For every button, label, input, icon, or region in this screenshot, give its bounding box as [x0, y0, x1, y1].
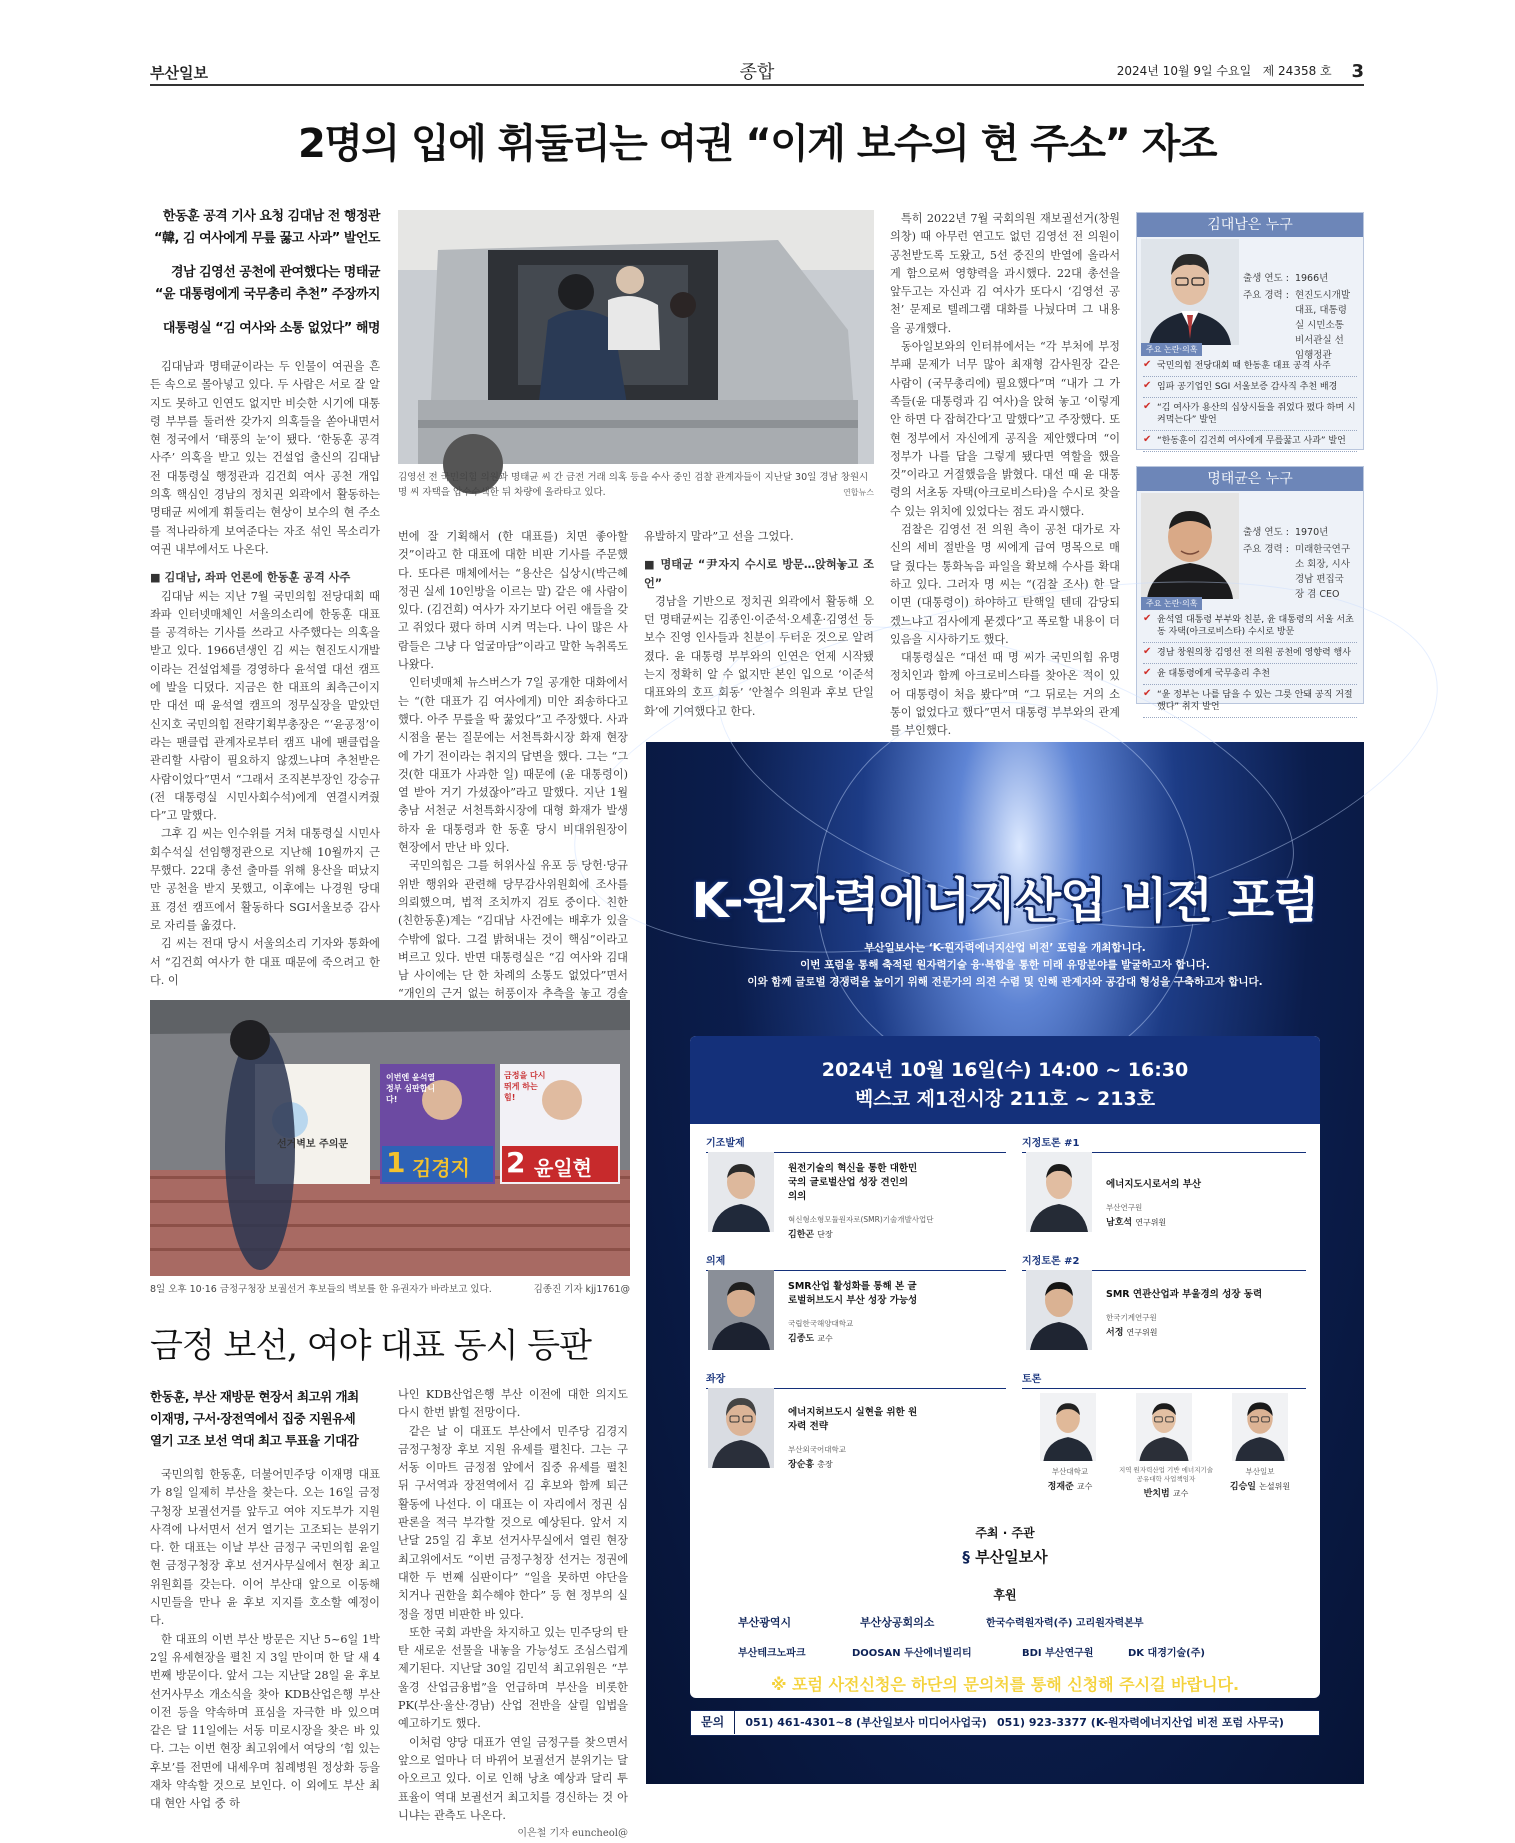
forum-schedule [646, 1056, 1364, 1114]
list-item: ✔ 윤 대통령에게 국무총리 추천 [1143, 664, 1357, 685]
speaker-name: 김승일 논설위원 [1229, 1482, 1291, 1492]
photo-caption [398, 470, 874, 500]
contact-phone-1: 051) 461-4301~8 (부산일보사 미디어사업국) [745, 1716, 987, 1729]
intro-line: 이와 함께 글로벌 경쟁력을 높이기 위해 전문가의 의견 수렴 및 인해 관계자와 공감대 형성을 구축하고자 합니다. [747, 976, 1263, 988]
profile-kim-daenam [1136, 212, 1364, 450]
born-label: 출생 연도 : [1243, 527, 1289, 538]
paragraph: 대통령실은 “대선 때 명 씨가 국민의힘 유명 정치인과 함께 아크로비스타를 찾아온 적이 있어 대통령이 처음 봤다”며 “그 뒤로는 거의 소통이 없었다고 했다”면서 대통령 부부와의 관계를 부인했다. [890, 651, 1120, 738]
host-label: 주최 · 주관 [975, 1526, 1035, 1540]
intro-line: 이번 포럼을 통해 축적된 원자력기술 융·복합을 통한 미래 유망분야를 발굴하고자 합니다. [800, 959, 1210, 971]
panelist-card [1116, 1466, 1216, 1499]
sponsor-logo: BDI 부산연구원 [1022, 1648, 1094, 1659]
career: 미래한국연구소 회장, 시사경남 편집국장 겸 CEO [1294, 544, 1351, 600]
sponsor-logo: DOOSAN 두산에너빌리티 [852, 1648, 972, 1659]
paragraph: 김대남 씨는 지난 7월 국민의힘 전당대회 때 좌파 인터넷매체인 서울의소리에 한동훈 대표를 공격하는 기사를 쓰라고 사주했다는 의혹을 받고 있다. 1966년생인 김 씨는 현진도시개발이라는 건설업체를 경영하다 윤석열 대선 캠프에 발을 디뎠다. 지금은 한 대표의 최측근이지만 대선 때 윤석열 캠프의 정무실장을 맡았던 신지호 국민의힘 전략기획부총장은 “‘윤공정’이라는 팬클럽 관계자로부터 캠프 내에 팬클럽을 관리할 사람이 필요하지 않겠느냐며 추천받은 사람이었다”면서 “그래서 조직본부장인 강승규(전 대통령실 시민사회수석)에게 연결시켜줬다”고 말했다. [150, 589, 380, 823]
session-title: 원전기술의 혁신을 통한 대한민국의 글로벌산업 성장 견인의 의의 [788, 1163, 918, 1202]
section-heading: ■ 김대남, 좌파 언론에 한동훈 공격 사주 [150, 571, 351, 585]
sponsor-logo: 한국수력원자력(주) 고리원자력본부 [986, 1618, 1144, 1629]
sponsor-label: 후원 [993, 1588, 1017, 1602]
subhead: 열기 고조 보선 역대 최고 투표율 기대감 [150, 1433, 359, 1448]
list-item: ✔ 임파 공기업인 SGI 서울보증 감사직 추천 배경 [1143, 377, 1357, 398]
list-item: ✔ “김 여사가 용산의 십상시들을 쥐었다 폈다 하며 시켜먹는다” 발언 [1143, 398, 1357, 431]
paragraph: 유발하지 말라”고 선을 그었다. [644, 530, 794, 543]
section-label: 기조발제 [706, 1134, 1006, 1153]
subhead: 경남 김영선 공천에 관여했다는 명태균 [170, 265, 380, 280]
photo-image [150, 1000, 630, 1276]
panelist-card [1022, 1466, 1118, 1492]
poster-candidate-name: 윤일현 [534, 1156, 592, 1180]
born-year: 1970년 [1294, 527, 1329, 538]
section-heading: ■ 명태균 “尹자지 수시로 방문…앉혀놓고 조언” [644, 558, 874, 590]
speaker-org: 지역 원자력산업 기반 에너지기술공유대학 사업책임자 [1118, 1466, 1214, 1483]
speaker-name: 김한곤 단장 [788, 1230, 833, 1240]
speaker-org: 한국기계연구원 [1106, 1313, 1157, 1322]
contact-label: 문의 [691, 1711, 735, 1734]
contact-bar [690, 1710, 1320, 1736]
photo-credit: 김종진 기자 kjj1761@ [533, 1284, 630, 1295]
career-label: 주요 경력 : [1243, 544, 1289, 555]
photo-image [398, 210, 874, 464]
list-item: ✔ “윤 정부는 나를 담을 수 있는 그릇 안돼 공직 거절했다” 취지 발언 [1143, 685, 1357, 718]
sponsor-logo: 부산테크노파크 [738, 1648, 806, 1659]
paragraph: 같은 날 이 대표도 부산에서 민주당 김경지 금정구청장 후보 지원 유세를 펼친다. 그는 구서동 이마트 금정점 앞에서 집중 유세를 펼친 뒤 구서역과 장전역에서 김 후보와 함께 퇴근 활동에 나선다. 이 대표는 이 자리에서 정권 심판론을 적극 부각할 것으로 예상된다. 앞서 지난달 25일 김 후보 선거사무실에서 열린 현장 최고위에서도 “이번 금정구청장 선거는 정권에 대한 두 번째 심판이다” “일을 못하면 야단을 치거나 권한을 회수해야 한다” 등 현 정부의 실정을 정면 비판한 바 있다. [398, 1424, 628, 1621]
poster-notice: 선거벽보 주의문 [276, 1139, 349, 1150]
section-label: 토론 [1022, 1370, 1306, 1389]
panelist-card [1212, 1466, 1308, 1492]
section-label: 지정토론 #1 [1022, 1134, 1306, 1153]
speaker-org: 부산일보 [1245, 1467, 1275, 1476]
issue-info [1117, 61, 1364, 82]
forum-venue: 벡스코 제1전시장 211호 ~ 213호 [854, 1088, 1156, 1110]
paragraph: 인터넷매체 뉴스버스가 7일 공개한 대화에서는 “(한 대표가 김 여사에게) 미안 죄송하다고 했다. 아주 무릎을 딱 꿇었다”고 주장했다. 사과 시점을 묻는 질문에는 서천특화시장 화재 현장에 가기 전이라는 취지의 답변을 했다. 그는 “그것(한 대표가 사과한 일) 때문에 (윤 대통령이) 열 받아 거기 가셨잖아”라고 말했다. 지난 1월 충남 서천군 서천특화시장에 대형 화재가 발생하자 윤 대통령과 한 동훈 당시 비대위원장이 현장에서 만난 바 있다. [398, 676, 628, 855]
session-title: 에너지도시로서의 부산 [1106, 1179, 1202, 1190]
panelist-card [1106, 1178, 1306, 1228]
paragraph: 검찰은 김영선 전 의원 측이 공천 대가로 자신의 세비 절반을 명 씨에게 급여 명목으로 매달 줬다는 통화녹음 파일을 확보해 수사를 확대하고 있다. 그러자 명 씨는 “(검찰 조사) 한 달이면 (대통령이) 하야하고 탄핵일 텐데 감당되겠느냐고 검사에게 묻겠다”고 폭로할 내용이 더 있음을 시사하기도 했다. [890, 523, 1120, 646]
list-item: ✔ 경남 창원의창 김영선 전 의원 공천에 영향력 행사 [1143, 643, 1357, 664]
story1-column-2 [398, 528, 628, 1001]
paragraph: 국민의힘은 그를 허위사실 유포 등 당헌·당규 위반 행위와 관련해 당무감사위원회에 조사를 의뢰했으며, 법적 조치까지 검토 중이다. 친한(친한동훈)계는 “김대남 사건에는 배후가 있을 수밖에 없다. 그걸 밝혀내는 것이 핵심”이라고 벼르고 있다. 반면 대통령실은 “김 여사와 김대남 사이에는 단 한 차례의 소통도 없었다”면서 “개인의 근거 없는 허풍이자 추측을 놓고 경솔 [398, 859, 628, 1001]
section-label: 좌장 [706, 1370, 1006, 1389]
forum-intro [646, 940, 1364, 991]
section-name: 종합 [739, 62, 775, 83]
subhead: 이재명, 구서·장전역에서 집중 지원유세 [150, 1411, 356, 1426]
speaker-name: 장순흥 총장 [788, 1460, 833, 1470]
caption-text: 김영선 전 국민의힘 의원과 명태균 씨 간 금전 거래 의혹 등을 수사 중인 검찰 관계자들이 지난달 30일 경남 창원시 명 씨 자택을 압수수색한 뒤 차량에 올라타고 있다. [398, 472, 869, 498]
forum-title: K-원자력에너지산업 비전 포럼 [691, 873, 1319, 929]
paragraph: 번에 잘 기획해서 (한 대표를) 치면 좋아할 것”이라고 한 대표에 대한 비판 기사를 주문했다. 또다른 매체에서는 “용산은 십상시(박근혜 정권 실세 10인방을 이르는 말) 같은 애 사람이 있다. (김건희) 여사가 자기보다 어린 애들을 갖고 쥐었다 폈다 하며 시켜 먹는다. 나이 많은 사람들은 그냥 다 얼굴마담”이라고 말한 녹취록도 나왔다. [398, 530, 628, 672]
paragraph: 동아일보와의 인터뷰에서는 “각 부처에 부정부패 문제가 너무 많아 최재형 감사원장 같은 사람이 (국무총리에) 필요했다”며 “내가 그 가족들(윤 대통령과 김 여사)을 앉혀 놓고 ‘이렇게 안 하면 다 잡혀간다’고 말했다”고 주장했다. 또 현 정부에서 자신에게 공직을 제안했다며 “이 정부가 나를 답을 그렇게 됐다면 역할을 했을 것”이라고 거절했음을 밝혔다. 대선 때 윤 대통령의 서초동 자택(아크로비스타)을 수시로 찾을 수 있는 위치에 있었다는 점도 과시했다. [890, 340, 1120, 518]
profile-header: 명태균은 누구 [1137, 467, 1363, 491]
controversy-tag: 주요 논란·의혹 [1141, 343, 1202, 356]
host-logo-icon: § [962, 1548, 970, 1566]
paragraph: 경남을 기반으로 정치권 외곽에서 활동해 오던 명태균씨는 김종인·이준석·오세훈·김영선 등 보수 진영 인사들과 친분이 두터운 것으로 알려졌다. 윤 대통령 부부와의 인연은 언제 시작됐는지 정확히 알 수 없지만 본인 입으로 ‘이준석 대표와의 호프 회동’ ‘안철수 의원과 후보 단일화’에 기여했다고 한다. [644, 594, 874, 718]
subhead: 한동훈 공격 기사 요청 김대남 전 행정관 [162, 209, 380, 224]
section-label: 지정토론 #2 [1022, 1252, 1306, 1271]
speaker-photo [708, 1388, 774, 1468]
intro-line: 부산일보사는 ‘K-원자력에너지산업 비전’ 포럼을 개최합니다. [864, 942, 1146, 954]
contact-phone-2: 051) 923-3377 (K-원자력에너지산업 비전 포럼 사무국) [997, 1716, 1284, 1729]
session-title: SMR 연관산업과 부울경의 성장 동력 [1106, 1289, 1263, 1300]
poster-number: 2 [506, 1146, 526, 1179]
profile-info [1241, 269, 1359, 365]
speaker-name: 남호석 연구위원 [1106, 1218, 1167, 1228]
paragraph: 국민의힘 한동훈, 더불어민주당 이재명 대표가 8일 일제히 부산을 찾는다. 오는 16일 금정구청장 보궐선거를 앞두고 여야 지도부가 지원 사격에 나서면서 선거 열기는 고조되는 분위기다. 한 대표는 이날 부산 금정구 국민의힘 윤일현 금정구청장 후보 선거사무실에서 현장 최고위원회를 갖는다. 이어 부산대 앞으로 이동해 시민들을 만나 윤 후보 지지를 호소할 예정이다. [150, 1468, 380, 1628]
profile-header: 김대남은 누구 [1137, 213, 1363, 237]
session-title: SMR산업 활성화를 통해 본 글로벌허브도시 부산 성장 가능성 [788, 1281, 918, 1306]
paragraph: 그후 김 씨는 인수위를 거쳐 대통령실 시민사회수석실 선임행정관으로 지난해 10월까지 근무했다. 22대 총선 출마를 위해 용산을 떠났지만 공천을 받지 못했고, 이후에는 나경원 당대표 경선 캠프에서 활동하다 SGI서울보증 감사로 자리를 옮겼다. [150, 827, 380, 932]
forum-date: 2024년 10월 16일(수) 14:00 ~ 16:30 [821, 1059, 1189, 1081]
portrait [1141, 239, 1239, 345]
section-label: 의제 [706, 1252, 1006, 1271]
paragraph: 한 대표의 이번 부산 방문은 지난 5~6일 1박 2일 유세현장을 펼친 지 3일 만이며 한 달 새 4번째 방문이다. 앞서 그는 지난달 28일 윤 후보 선거사무소 개소식을 찾아 KDB산업은행 부산 이전 등을 약속하며 표심을 자극한 바 있으며 같은 달 11일에는 서동 미로시장을 찾은 바 있다. 그는 이번 현장 최고위에서 여당의 ‘힘 있는 후보’를 전면에 내세우며 침례병원 정상화 등을 재차 약속할 것으로 보인다. 이 외에도 부산 최대 현안 사업 중 하 [150, 1632, 380, 1811]
career: 현진도시개발 대표, 대통령실 시민소통비서관실 선임행정관 [1294, 290, 1351, 361]
caption-text: 8일 오후 10·16 금정구청장 보궐선거 후보들의 벽보를 한 유권자가 바라보고 있다. [150, 1284, 492, 1295]
speaker-photo [1026, 1152, 1092, 1232]
issue-date: 2024년 10월 9일 수요일 [1116, 64, 1252, 78]
speaker-org: 부산대학교 [1051, 1467, 1089, 1476]
speaker-name: 정재준 교수 [1047, 1482, 1093, 1492]
photo-credit: 연합뉴스 [843, 488, 874, 497]
poster-candidate-name: 김경지 [412, 1156, 470, 1180]
paragraph: 나인 KDB산업은행 부산 이전에 대한 의지도 다시 한번 밝힐 전망이다. [398, 1388, 628, 1420]
speaker-photo [1026, 1270, 1092, 1350]
controversy-tag: 주요 논란·의혹 [1141, 597, 1202, 610]
subhead: 한동훈, 부산 재방문 현장서 최고위 개최 [150, 1389, 359, 1404]
session-title: 에너지허브도시 실현을 위한 원자력 전략 [788, 1407, 918, 1432]
issue-number: 제 24358 호 [1262, 64, 1332, 78]
story2-column-1 [150, 1386, 380, 1811]
poster-slogan: 이번엔 윤석열정부 심판합니다! [386, 1073, 436, 1104]
keynote-card [788, 1162, 1008, 1240]
speaker-org: 국립한국해양대학교 [788, 1319, 854, 1328]
list-item: ✔ 윤석열 대통령 부부와 친분, 윤 대통령의 서울 서초동 자택(아크로비스타) 수시로 방문 [1143, 610, 1357, 643]
speaker-name: 반치범 교수 [1143, 1489, 1189, 1499]
subhead: 대통령실 “김 여사와 소통 없었다” 해명 [162, 321, 380, 336]
speaker-org: 혁신형소형모듈원자로(SMR)기술개발사업단 [788, 1215, 934, 1224]
speaker-name: 서정 연구위원 [1106, 1328, 1158, 1338]
panelist-card [1106, 1288, 1306, 1338]
paper-name: 부산일보 [150, 64, 208, 82]
story2-column-2 [398, 1386, 628, 1840]
paragraph: 또한 국회 과반을 차지하고 있는 민주당의 탄탄 새로운 선물을 내놓을 가능성도 조심스럽게 제기된다. 지난달 30일 김민석 최고위원은 “부울경 산업금융법”을 언급하며 부산을 비롯한 PK(부산·울산·경남) 산업 전반을 살릴 입법을 예고하기도 했다. [398, 1625, 628, 1731]
poster-number: 1 [386, 1146, 406, 1179]
story2-headline: 금정 보선, 여야 대표 동시 등판 [150, 1326, 591, 1366]
speaker-org: 부산연구원 [1106, 1203, 1143, 1212]
speaker-photo [1136, 1392, 1192, 1462]
speaker-photo [1040, 1392, 1096, 1462]
speaker-photo [708, 1270, 774, 1350]
paragraph: 김대남과 명태균이라는 두 인물이 여권을 흔든 속으로 몰아넣고 있다. 두 사람은 서로 잘 알지도 못하고 인연도 없지만 비슷한 시기에 대통령 부부를 둘러싼 갖가지 의혹들을 쏟아내면서 현 정국에서 ‘태풍의 눈’이 됐다. ‘한동훈 공격 사주’ 의혹을 받고 있는 건설업 출신의 김대남 전 대통령실 행정관과 김건희 여사 공천 개입 의혹 핵심인 경남의 정치권 외곽에서 활동하는 명태균 씨에게 휘둘리는 현상이 보수의 현 주소를 적나라하게 보여준다는 자조 섞인 목소리가 여권 내부에서도 나온다. [150, 360, 380, 556]
forum-advertisement [646, 742, 1364, 1784]
list-item: ✔ “한동훈이 김건희 여사에게 무릎꿇고 사과” 발언 [1143, 431, 1357, 452]
sponsor-logo: 부산광역시 [738, 1616, 792, 1629]
byline: 이은철 기자 euncheol@ [517, 1828, 628, 1840]
poster-slogan: 금정을 다시 뛰게 하는 힘! [504, 1071, 546, 1102]
story1-column-1 [150, 206, 380, 987]
career-label: 주요 경력 : [1243, 290, 1289, 301]
subhead: “韓, 김 여사에게 무릎 꿇고 사과” 발언도 [154, 231, 380, 246]
born-label: 출생 연도 : [1243, 273, 1289, 284]
sponsor-logo: DK 대경기술(주) [1128, 1648, 1205, 1659]
list-item: ✔ 국민의힘 전당대회 때 한동훈 대표 공격 사주 [1143, 356, 1357, 377]
page-number: 3 [1351, 61, 1364, 82]
registration-notice: ※ 포럼 사전신청은 하단의 문의처를 통해 신청해 주시길 바랍니다. [770, 1675, 1240, 1694]
host-name: § 부산일보사 [962, 1548, 1048, 1566]
controversy-list [1143, 356, 1357, 452]
paragraph: 특히 2022년 7월 국회의원 재보궐선거(창원의창) 때 아무런 연고도 없던 김영선 전 의원이 공천받도록 도왔고, 5선 중진의 반열에 올라서게 함으로써 영향력을 과시했다. 22대 총선을 앞두고는 자신과 김 여사가 또다시 ‘김영선 공천’ 문제로 텔레그램 대화를 나눴다며 그 내용을 공개했다. [890, 212, 1120, 335]
masthead [150, 56, 1364, 86]
paragraph: 이처럼 양당 대표가 연일 금정구를 찾으면서 앞으로 얼마나 더 바뀌어 보궐선거 분위기는 달아오르고 있다. 이로 인해 낭초 예상과 달리 투표율이 역대 보궐선거 최고치를 경신하는 것 아니냐는 관측도 나온다. [398, 1735, 628, 1822]
paragraph: 김 씨는 전대 당시 서울의소리 기자와 통화에서 “김건희 여사가 한 대표 때문에 죽으려고 한다. 이 [150, 937, 380, 987]
topic-card [788, 1280, 1008, 1344]
speaker-photo [708, 1152, 774, 1232]
photo-caption [150, 1282, 630, 1297]
main-headline: 2명의 입에 휘둘리는 여권 “이게 보수의 현 주소” 자조 [297, 121, 1217, 167]
election-posters-photo [150, 1000, 630, 1276]
speaker-org: 부산외국어대학교 [788, 1445, 846, 1454]
subhead: “윤 대통령에게 국무총리 추천” 주장까지 [154, 287, 380, 302]
speaker-photo [1232, 1392, 1288, 1462]
moderator-card [788, 1406, 1008, 1470]
speaker-name: 김종도 교수 [788, 1334, 833, 1344]
born-year: 1966년 [1294, 273, 1329, 284]
sponsor-logo: 부산상공회의소 [860, 1616, 935, 1629]
search-raid-photo [398, 210, 874, 464]
